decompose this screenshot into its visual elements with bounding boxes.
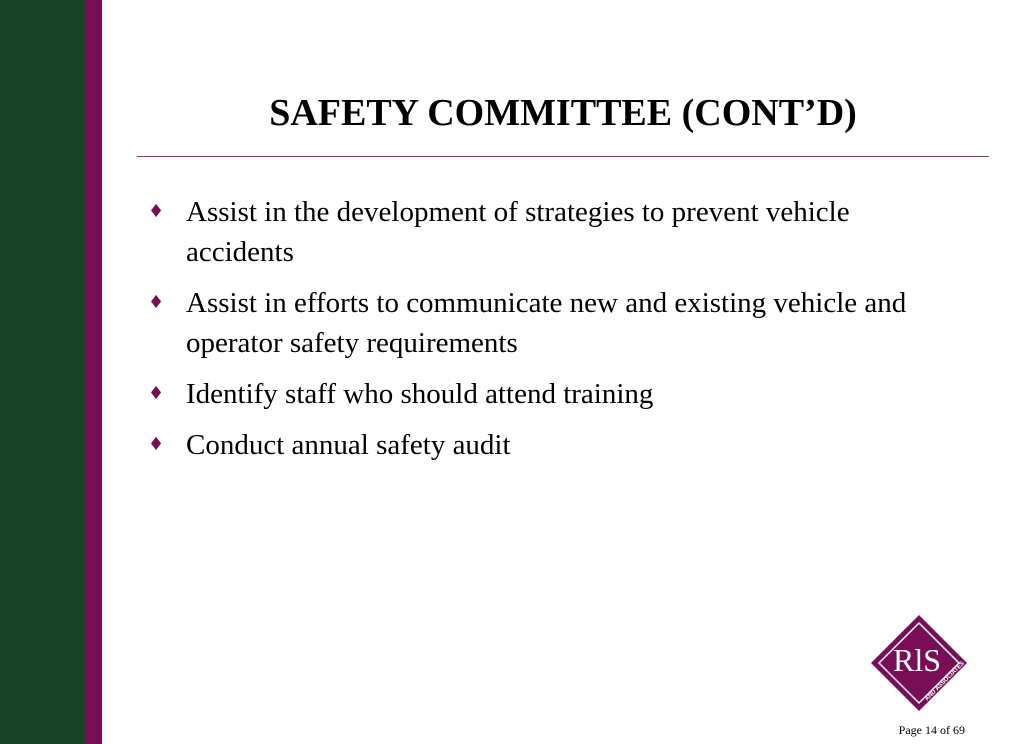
logo-mark-text: RlS xyxy=(892,642,942,678)
bullet-text: Assist in the development of strategies to prevent vehicle accidents xyxy=(186,196,850,268)
diamond-bullet-icon: ♦ xyxy=(148,434,165,455)
company-logo xyxy=(869,613,969,713)
bullet-text: Assist in efforts to communicate new and existing vehicle and operator safety requirements xyxy=(186,287,907,359)
bullet-item xyxy=(142,374,942,414)
bullet-item xyxy=(142,425,942,465)
bullet-item xyxy=(142,283,942,363)
diamond-bullet-icon: ♦ xyxy=(148,201,165,222)
title-divider xyxy=(137,156,989,157)
left-purple-stripe xyxy=(85,0,102,744)
bullet-text: Conduct annual safety audit xyxy=(186,429,511,461)
diamond-bullet-icon: ♦ xyxy=(148,383,165,404)
page-number: Page 14 of 69 xyxy=(898,723,965,737)
slide-title: SAFETY COMMITTEE (CONT’D) xyxy=(269,92,857,134)
diamond-bullet-icon: ♦ xyxy=(148,292,165,313)
bullet-text: Identify staff who should attend training xyxy=(186,378,654,410)
left-green-stripe xyxy=(0,0,85,744)
bullet-list xyxy=(142,192,942,476)
logo-side-text: AND ASSOCIATES xyxy=(924,660,966,703)
bullet-item xyxy=(142,192,942,272)
